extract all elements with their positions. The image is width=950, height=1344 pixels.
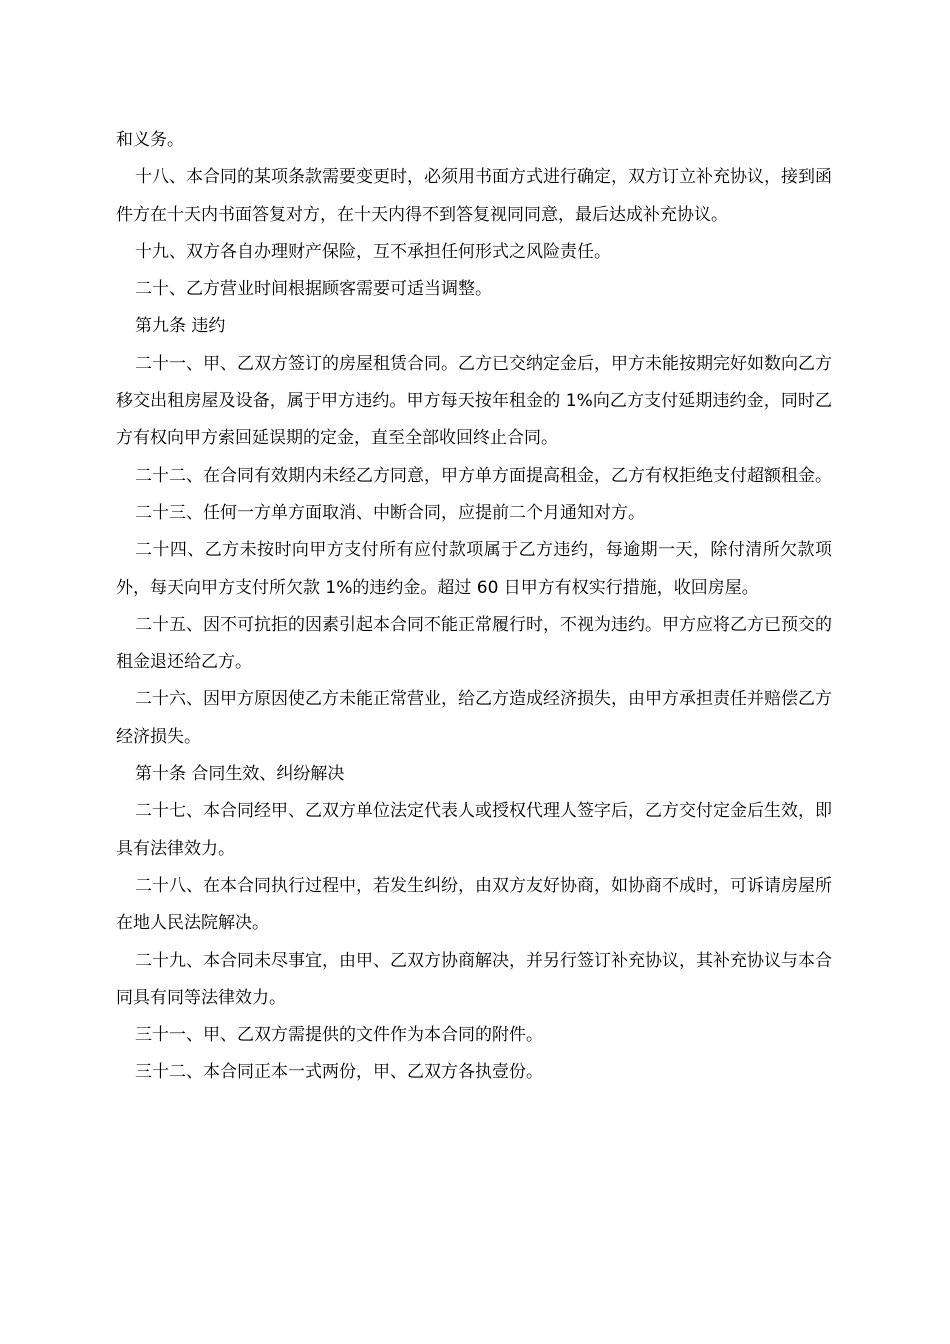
clause-28: 二十八、在本合同执行过程中，若发生纠纷，由双方友好协商，如协商不成时，可诉请房屋所在地人民法院解决。 bbox=[116, 875, 832, 934]
clause-26: 二十六、因甲方原因使乙方未能正常营业，给乙方造成经济损失，由甲方承担责任并赔偿乙方经济损失。 bbox=[116, 689, 832, 747]
clause-25: 二十五、因不可抗拒的因素引起本合同不能正常履行时，不视为违约。甲方应将乙方已预交的租金退还给乙方。 bbox=[116, 614, 832, 673]
document-body bbox=[116, 122, 832, 1092]
clause-19: 十九、双方各自办理财产保险，互不承担任何形式之风险责任。 bbox=[135, 241, 611, 262]
section-heading-10: 第十条 合同生效、纠纷解决 bbox=[135, 764, 345, 785]
clause-24: 二十四、乙方未按时向甲方支付所有应付款项属于乙方违约，每逾期一天，除付清所欠款项外，每天向甲方支付所欠款 1%的违约金。超过 60 日甲方有权实行措施，收回房屋。 bbox=[116, 540, 832, 598]
section-heading-9: 第九条 违约 bbox=[135, 316, 226, 337]
clause-18: 十八、本合同的某项条款需要变更时，必须用书面方式进行确定，双方订立补充协议，接到函件方在十天内书面答复对方，在十天内得不到答复视同同意，最后达成补充协议。 bbox=[116, 167, 832, 225]
clause-32: 三十二、本合同正本一式两份，甲、乙双方各执壹份。 bbox=[135, 1062, 543, 1083]
clause-29: 二十九、本合同未尽事宜，由甲、乙双方协商解决，并另行签订补充协议，其补充协议与本合同具有同等法律效力。 bbox=[116, 950, 832, 1008]
paragraph-continuation: 和义务。 bbox=[116, 130, 184, 150]
clause-27: 二十七、本合同经甲、乙双方单位法定代表人或授权代理人签字后，乙方交付定金后生效，即具有法律效力。 bbox=[116, 801, 832, 859]
clause-22: 二十二、在合同有效期内未经乙方同意，甲方单方面提高租金，乙方有权拒绝支付超额租金。 bbox=[135, 465, 832, 486]
clause-20: 二十、乙方营业时间根据顾客需要可适当调整。 bbox=[135, 279, 492, 300]
clause-23: 二十三、任何一方单方面取消、中断合同，应提前二个月通知对方。 bbox=[135, 502, 645, 523]
clause-31: 三十一、甲、乙双方需提供的文件作为本合同的附件。 bbox=[135, 1025, 543, 1046]
clause-21: 二十一、甲、乙双方签订的房屋租赁合同。乙方已交纳定金后，甲方未能按期完好如数向乙方移交出租房屋及设备，属于甲方违约。甲方每天按年租金的 1%向乙方支付延期违约金，同时乙方有权向甲方索回延误期的定金，直至全部收回终止合同。 bbox=[116, 353, 832, 449]
